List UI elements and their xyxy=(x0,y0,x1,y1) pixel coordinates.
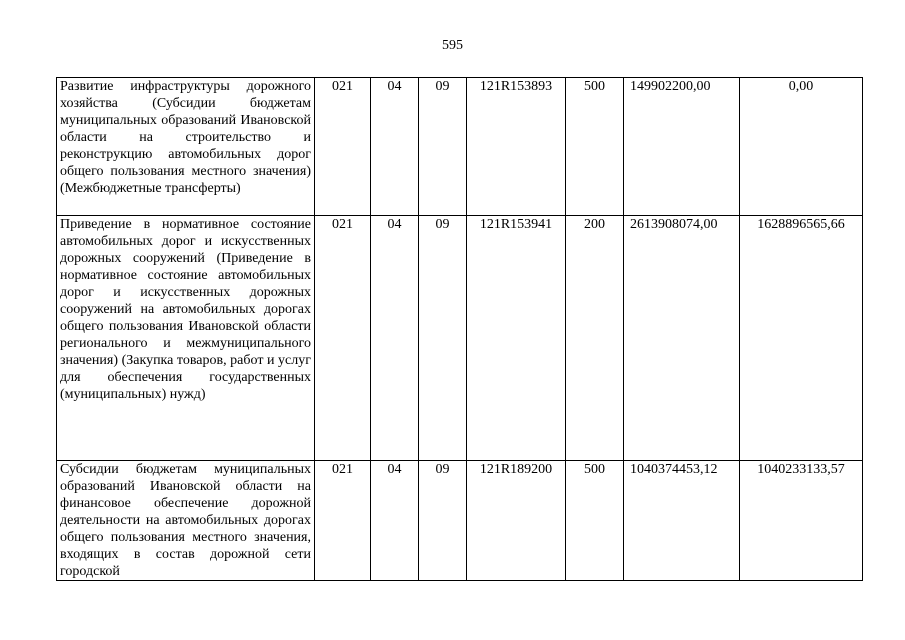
amount-2: 1628896565,66 xyxy=(740,216,863,461)
target-article-code: 121R189200 xyxy=(467,461,566,581)
amount-1: 2613908074,00 xyxy=(624,216,740,461)
subsection-code: 09 xyxy=(419,78,467,216)
table-row xyxy=(57,216,863,461)
section-code: 04 xyxy=(371,461,419,581)
section-code: 04 xyxy=(371,78,419,216)
ministry-code: 021 xyxy=(315,461,371,581)
row-description: Развитие инфраструктуры дорожного хозяйства (Субсидии бюджетам муниципальных образований Ивановской области на строительство и реконструкцию автомобильных дорог общего пользования местного значения) (Межбюджетные трансферты) xyxy=(57,78,315,216)
target-article-code: 121R153941 xyxy=(467,216,566,461)
expense-type-code: 200 xyxy=(566,216,624,461)
expense-type-code: 500 xyxy=(566,461,624,581)
table-row xyxy=(57,78,863,216)
amount-2: 1040233133,57 xyxy=(740,461,863,581)
subsection-code: 09 xyxy=(419,216,467,461)
subsection-code: 09 xyxy=(419,461,467,581)
section-code: 04 xyxy=(371,216,419,461)
target-article-code: 121R153893 xyxy=(467,78,566,216)
expense-type-code: 500 xyxy=(566,78,624,216)
page-number: 595 xyxy=(442,38,463,53)
ministry-code: 021 xyxy=(315,216,371,461)
row-description: Субсидии бюджетам муниципальных образований Ивановской области на финансовое обеспечение дорожной деятельности на автомобильных дорогах общего пользования местного значения, входящих в состав дорожной сети городской xyxy=(57,461,315,581)
amount-2: 0,00 xyxy=(740,78,863,216)
amount-1: 1040374453,12 xyxy=(624,461,740,581)
amount-1: 149902200,00 xyxy=(624,78,740,216)
ministry-code: 021 xyxy=(315,78,371,216)
table-row xyxy=(57,461,863,581)
row-description: Приведение в нормативное состояние автомобильных дорог и искусственных дорожных сооружений (Приведение в нормативное состояние автомобильных дорог и искусственных дорожных сооружений на автомобильных дорогах общего пользования Ивановской области регионального и межмуниципального значения) (Закупка товаров, работ и услуг для обеспечения государственных (муниципальных) нужд) xyxy=(57,216,315,461)
budget-table xyxy=(56,77,863,581)
